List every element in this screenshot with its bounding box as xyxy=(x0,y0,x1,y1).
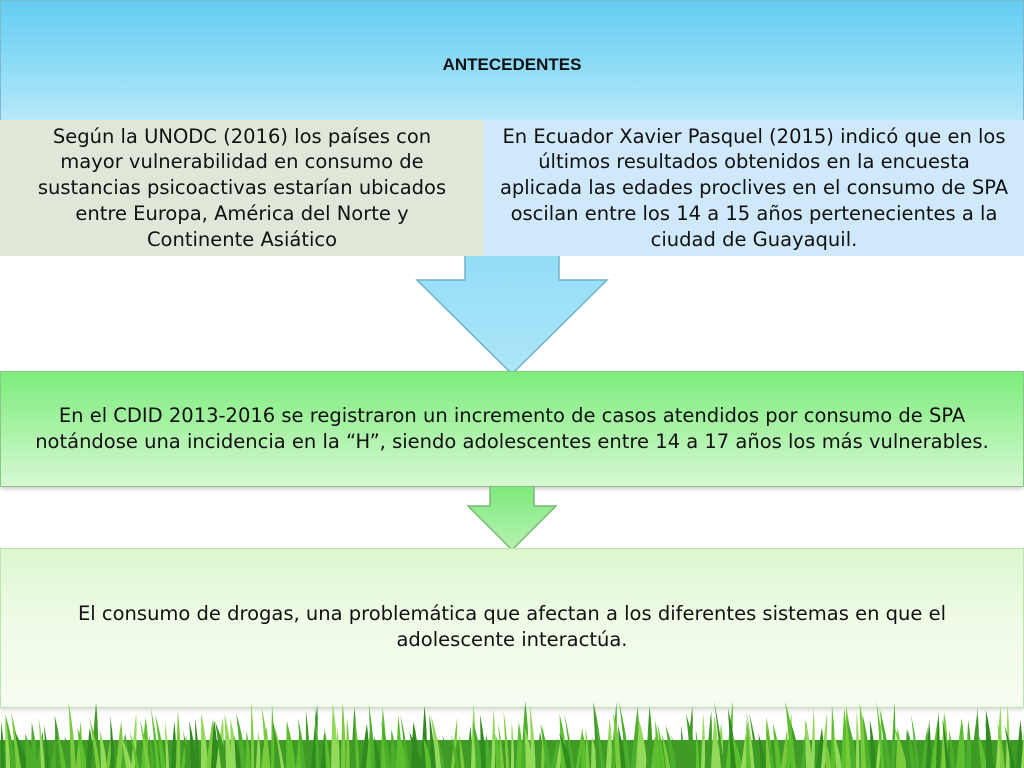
down-arrow-green-icon xyxy=(466,486,558,552)
grass-blade xyxy=(891,702,895,768)
grass-blade xyxy=(346,717,350,768)
grass-blade xyxy=(341,701,345,768)
grass-blade xyxy=(336,727,340,768)
conclusion-text: El consumo de drogas, una problemática que afectan a los diferentes sistemas en que el adolescente interactúa. xyxy=(77,602,947,652)
grass-blade xyxy=(306,710,310,768)
antecedentes-title: ANTECEDENTES xyxy=(442,55,582,74)
antecedentes-box xyxy=(0,0,1024,122)
ecuador-note xyxy=(484,120,1024,256)
ecuador-note-text: En Ecuador Xavier Pasquel (2015) indicó que en los últimos resultados obtenidos en la encuesta aplicada las edades proclives en el consumo de SPA oscilan entre los 14 a 15 años pertenecientes a la ciudad de Guayaquil. xyxy=(499,124,1009,251)
grass-blade xyxy=(856,711,859,768)
unodc-note-text: Según la UNODC (2016) los países con mayor vulnerabilidad en consumo de sustancias psicoactivas estarían ubicados entre Europa, América del Norte y Continente Asiático xyxy=(37,124,447,251)
grass-blade xyxy=(646,706,652,768)
down-arrow-blue-icon xyxy=(415,240,609,376)
grass-blade xyxy=(176,711,180,768)
grass-blade xyxy=(511,721,514,768)
cdid-box xyxy=(0,371,1024,487)
conclusion-box xyxy=(0,548,1024,708)
unodc-note xyxy=(0,120,484,256)
grass-blade xyxy=(491,708,495,768)
cdid-text: En el CDID 2013-2016 se registraron un incremento de casos atendidos por consumo de SPA notándose una incidencia en la “H”, siendo adolescentes entre 14 a 17 años los más vulnerables. xyxy=(35,403,989,453)
grass-blade xyxy=(251,702,254,768)
grass-blade xyxy=(706,711,712,768)
grass-blade xyxy=(811,708,815,768)
grass-decoration xyxy=(0,700,1024,768)
